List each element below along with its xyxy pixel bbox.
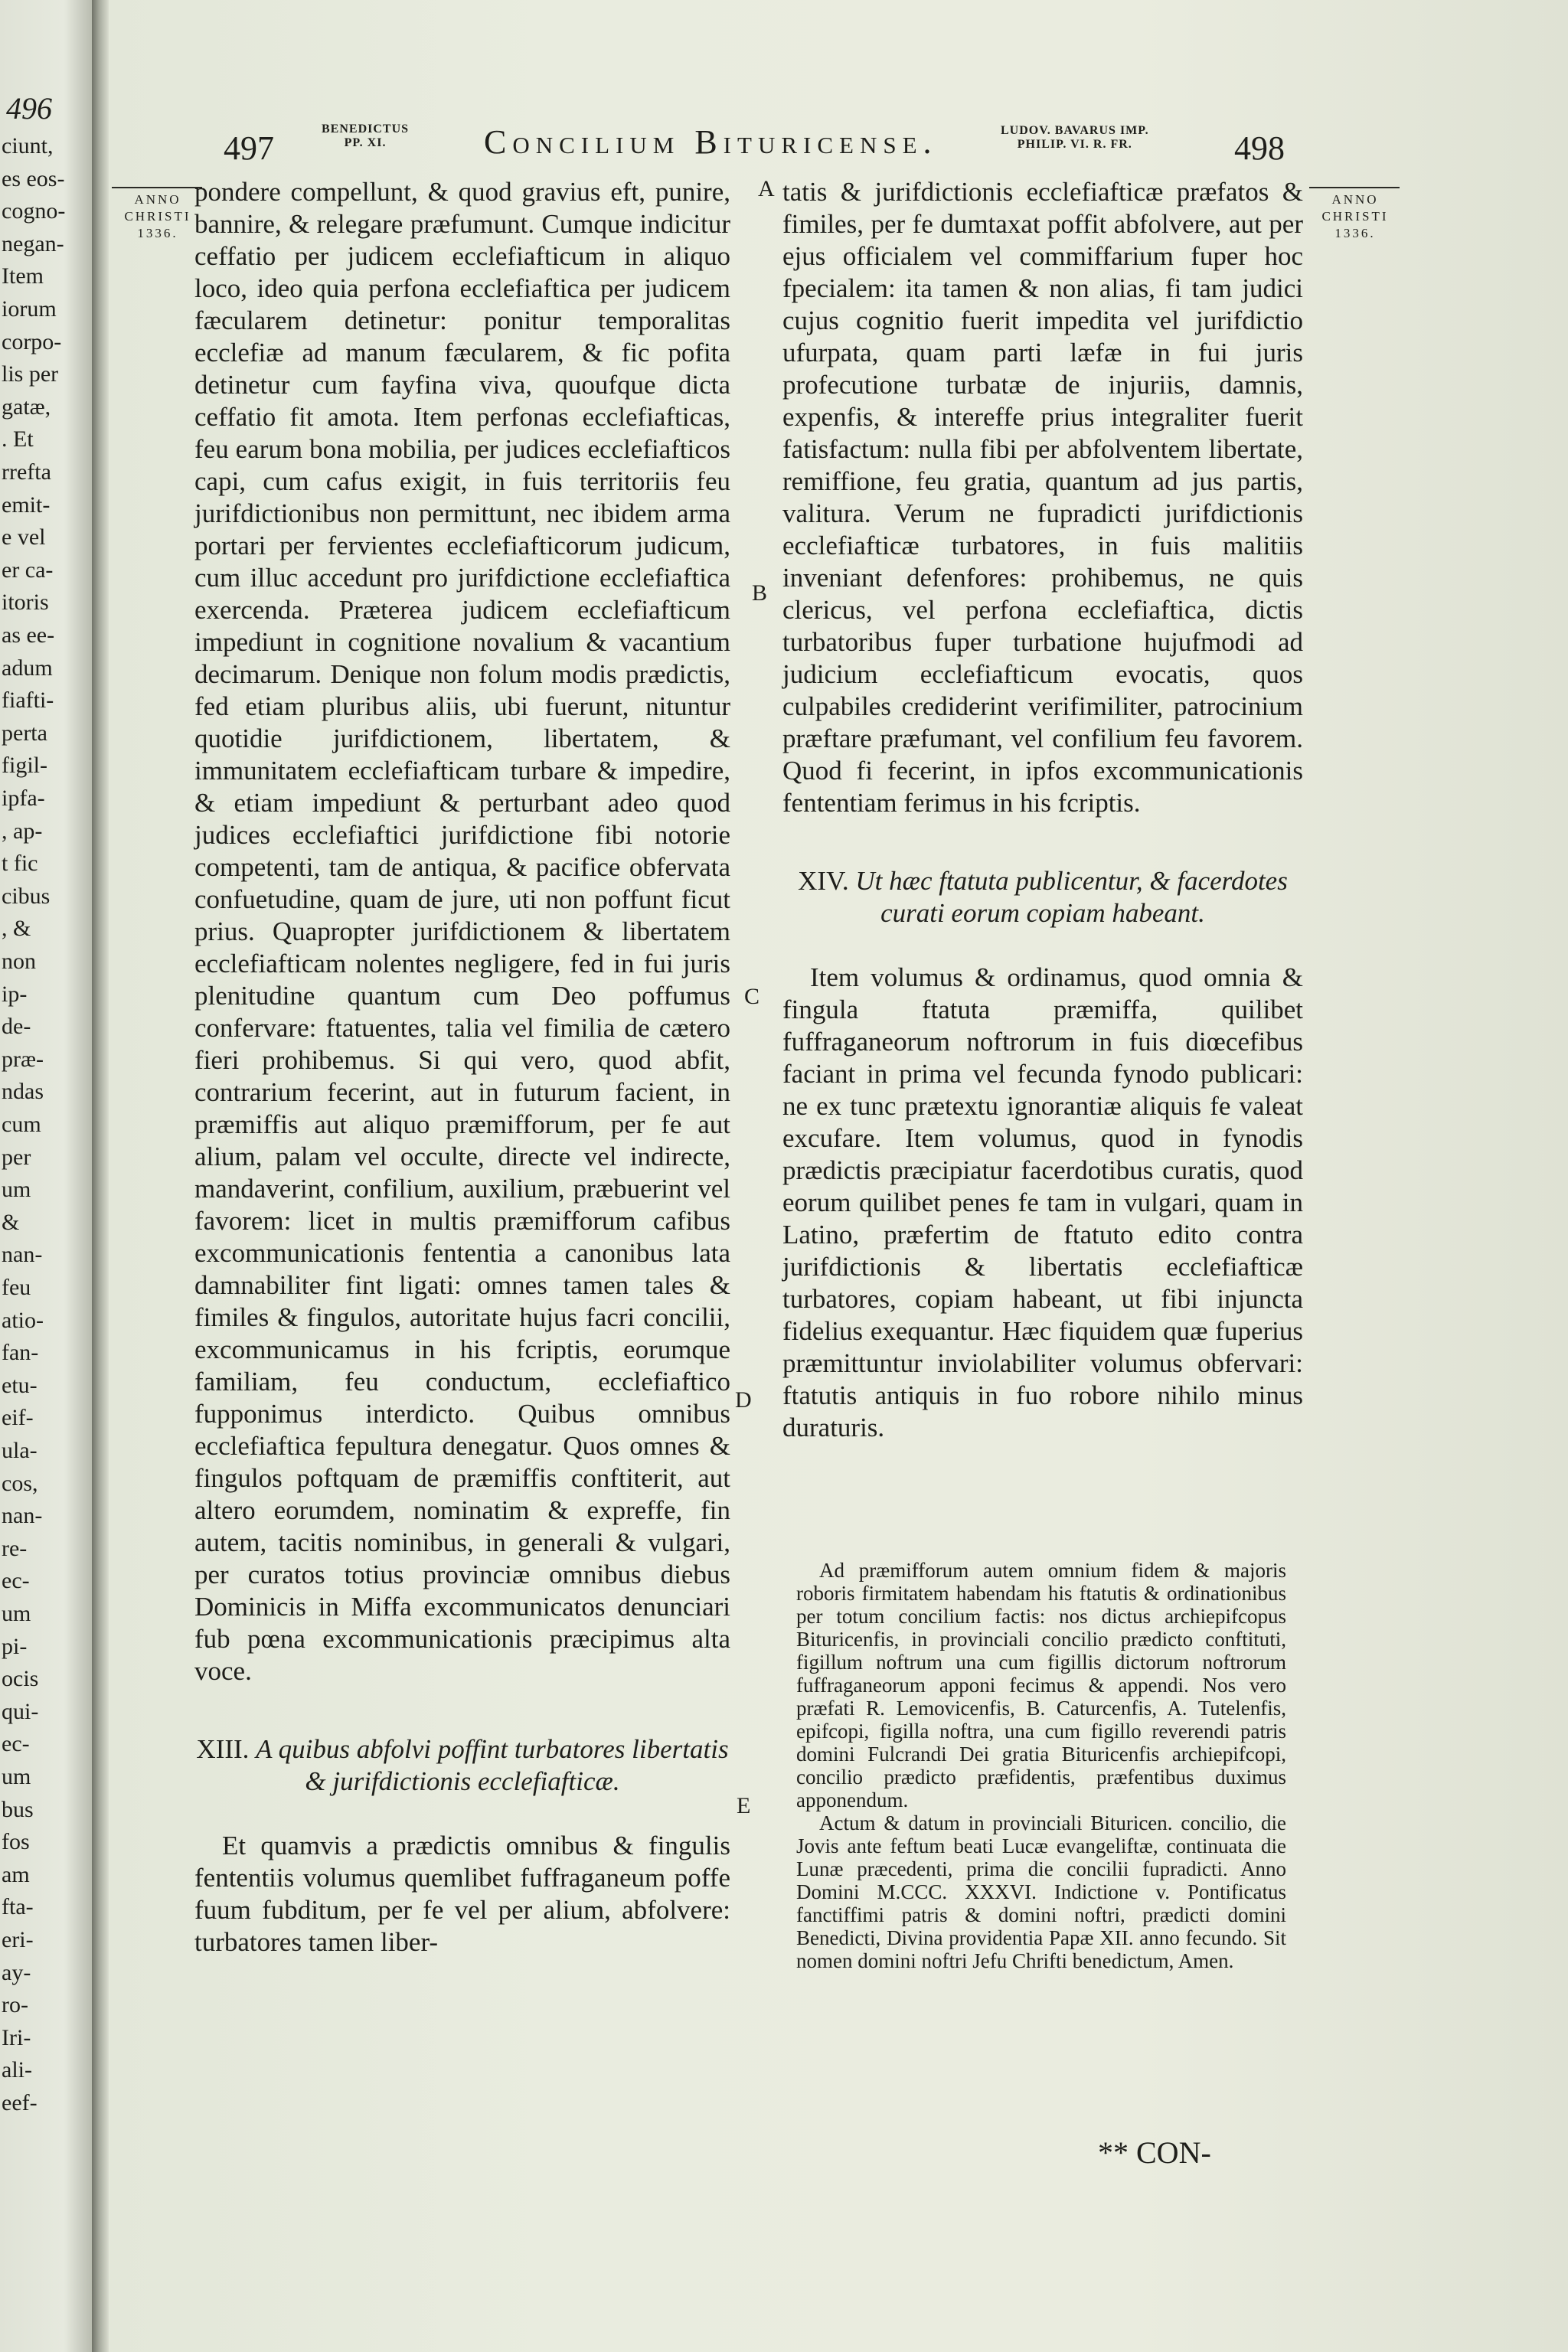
left-running-line2: PP. XI. bbox=[344, 136, 387, 149]
left-page-number: 497 bbox=[224, 129, 274, 167]
margin-letter-d: D bbox=[735, 1387, 752, 1413]
previous-page-fragment: ec- bbox=[2, 1568, 30, 1594]
previous-page-fragment: pi- bbox=[2, 1633, 28, 1659]
left-paragraph-1: pondere compellunt, & quod gravius eft, punire, bannire, & relegare præfumunt. Cumque indicitur ceffatio per judicem ecclefiafticum in aliquo loco, ideo quia perfona ecclefiaftica per judicem fæcularem detinetur: ponitur temporalitas ecclefiæ ad manum fæcularem, & fic pofita detinetur cum fayfina viva, quoufque dicta ceffatio fit amota. Item perfonas ecclefiafticas, feu earum bona mobilia, per judices ecclefiafticos capi, cum cafus exigit, in fuis territoriis feu jurifdictionibus non permittunt, nec ibidem arma portari per fervientes ecclefiafticorum judicum, cum illuc accedunt pro jurifdictione ecclefiaftica exercenda. Præterea judicem ecclefiafticum impediunt in cognitione novalium & vacantium decimarum. Denique non folum modis prædictis, fed etiam pluribus aliis, ubi fuerunt, nituntur quotidie jurifdictionem, libertatem, & immunitatem ecclefiafticam turbare & impedire, & etiam impediunt & perturbant adeo quod judices ecclefiaftici jurifdictione fibi notorie competenti, tam de antiqua, & pacifice obfervata confuetudine, quam de jure, uti non poffunt ficut prius. Quapropter jurifdictionem & libertatem ecclefiafticam nolentes negligere, fed in fui juris plenitudine quantum cum Deo poffumus confervare: ftatuentes, talia vel fimilia de cætero fieri prohibemus. Si qui vero, quod abfit, contrarium fecerint, aut in futurum facient, in præmiffis aut aliquo præmifforum, per fe aut alium, palam vel occulte, directe vel indirecte, mandaverint, confilium, auxilium, præbuerint vel favorem: licet in multis præmifforum cafibus excommunicationis fententia a canonibus lata damnabiliter fint ligati: omnes tamen tales & fimiles & fingulos, autoritate hujus facri concilii, excommunicamus in his fcriptis, eorumque familiam, feu conductum, ecclefiaftico fupponimus interdicto. Quibus omnibus ecclefiaftica fepultura denegatur. Quos omnes & fingulos poftquam de præmiffis conftiterit, aut altero eorumdem, nominatim & expreffe, fin autem, tacitis nominibus, in generali & vulgari, per curatos totius provinciæ omnibus diebus Dominicis in Miffa excommunicatos denunciari fub pœna excommunicationis præcipimus alta voce. bbox=[194, 177, 730, 1686]
previous-page-fragment: fta- bbox=[2, 1894, 34, 1920]
left-text-column bbox=[194, 176, 730, 1958]
left-running-line1: BENEDICTUS bbox=[322, 122, 410, 136]
previous-page-fragment: nan- bbox=[2, 1503, 43, 1529]
previous-page-fragment: atio- bbox=[2, 1307, 44, 1333]
previous-page-fragment: qui- bbox=[2, 1698, 39, 1724]
previous-page-fragment: gatæ, bbox=[2, 394, 51, 420]
right-running-line1: LUDOV. BAVARUS IMP. bbox=[1001, 124, 1149, 137]
left-paragraph-2: Et quamvis a prædictis omnibus & fingulis fententiis volumus quemlibet fuffraganeum poffe fuum fubditum, per fe vel per alium, abfolvere: turbatores tamen liber- bbox=[194, 1831, 730, 1957]
catchword: ** CON- bbox=[1098, 2135, 1211, 2170]
margin-letter-a: A bbox=[758, 176, 775, 201]
previous-page-fragment: fan- bbox=[2, 1340, 39, 1366]
year: 1336. bbox=[137, 226, 178, 240]
previous-page-fragment: t fic bbox=[2, 851, 38, 877]
section-13-number: XIII. bbox=[196, 1734, 250, 1764]
previous-page-fragment: negan- bbox=[2, 230, 64, 256]
right-paragraph-1: tatis & jurifdictionis ecclefiafticæ præfatos & fimiles, per fe dumtaxat poffit abfolvere, aut per ejus officialem vel commiffarium fuper hoc fpecialem: ita tamen & non alias, fi tam judici cujus cognitio fuerit impedita vel jurifdictio ufurpata, quam parti læfæ in fui juris profecutione turbatæ de injuriis, damnis, expenfis, & intereffe prius integraliter fuerit fatisfactum: nulla fibi per abfolventem libertate, remiffione, feu gratia, quantum ad jus partis, valitura. Verum ne fupradicti jurifdictionis ecclefiafticæ turbatores, in fuis malitiis inveniant defenfores: prohibemus, ne quis clericus, vel perfona ecclefiaftica, dictis turbatoribus fuper turbatione hujufmodi ad judicium ecclefiafticum evocatis, quos culpabiles crediderint verifimiliter, patrocinium præftare præfumant, vel confilium feu favorem. Quod fi fecerint, in ipfos excommunicationis fententiam ferimus in his fcriptis. bbox=[782, 177, 1303, 818]
closing-note bbox=[796, 1559, 1286, 1972]
year: 1336. bbox=[1334, 226, 1376, 240]
previous-page-fragment: er ca- bbox=[2, 557, 54, 583]
left-running-head bbox=[322, 122, 409, 150]
previous-page-fragment: eri- bbox=[2, 1927, 34, 1952]
margin-letter-b: B bbox=[752, 580, 768, 606]
previous-page-fragment: ro- bbox=[2, 1992, 28, 2018]
previous-page-fragment: ip- bbox=[2, 981, 28, 1007]
previous-page-fragment: um bbox=[2, 1177, 31, 1203]
previous-page-fragment: um bbox=[2, 1764, 31, 1789]
previous-page-fragment: cogno- bbox=[2, 198, 66, 224]
previous-page-fragment: as ee- bbox=[2, 622, 55, 648]
christi-word: CHRISTI bbox=[124, 209, 191, 224]
previous-page-fragment: ocis bbox=[2, 1666, 39, 1692]
previous-page-fragment: cos, bbox=[2, 1470, 38, 1496]
previous-page-fragment: ciunt, bbox=[2, 133, 54, 158]
previous-page-fragment: eef- bbox=[2, 2090, 38, 2115]
previous-page-edge bbox=[0, 0, 92, 2352]
previous-page-fragment: perta bbox=[2, 720, 47, 746]
anno-word: ANNO bbox=[1331, 192, 1379, 207]
left-anno-rule bbox=[112, 187, 202, 188]
right-text-column bbox=[782, 176, 1303, 1444]
previous-page-fragment: , ap- bbox=[2, 818, 43, 844]
previous-page-fragment: etu- bbox=[2, 1372, 38, 1398]
previous-page-fragment: feu bbox=[2, 1275, 31, 1300]
right-page-number: 498 bbox=[1234, 129, 1285, 167]
previous-page-fragment: es eos- bbox=[2, 165, 65, 191]
right-running-head bbox=[1001, 124, 1149, 152]
previous-page-fragment: ula- bbox=[2, 1438, 38, 1463]
right-running-line2: PHILIP. VI. R. FR. bbox=[1017, 138, 1132, 151]
previous-page-fragment: figil- bbox=[2, 753, 47, 779]
previous-page-fragment: præ- bbox=[2, 1046, 44, 1072]
previous-page-fragment: ay- bbox=[2, 1959, 31, 1985]
previous-page-fragment: eif- bbox=[2, 1405, 34, 1431]
section-13-title: A quibus abfolvi poffint turbatores libertatis & jurifdictionis ecclefiafticæ. bbox=[256, 1734, 729, 1796]
previous-page-fragment: & bbox=[2, 1209, 20, 1235]
previous-page-fragment: e vel bbox=[2, 524, 46, 550]
previous-page-fragment: rrefta bbox=[2, 459, 51, 485]
book-gutter bbox=[92, 0, 109, 2352]
section-14-heading bbox=[782, 865, 1303, 929]
previous-page-fragment: ali- bbox=[2, 2057, 32, 2083]
page-title: Concilium Bituricense. bbox=[484, 123, 938, 161]
previous-page-fragment: re- bbox=[2, 1535, 28, 1561]
previous-page-fragment: um bbox=[2, 1601, 31, 1626]
previous-page-fragment: nan- bbox=[2, 1242, 43, 1268]
previous-page-fragment: cibus bbox=[2, 883, 51, 909]
previous-page-fragment: iorum bbox=[2, 296, 57, 322]
previous-page-fragment: fiafti- bbox=[2, 688, 54, 714]
previous-page-fragment: corpo- bbox=[2, 328, 62, 354]
previous-page-fragment: bus bbox=[2, 1796, 34, 1822]
book-page bbox=[109, 0, 1568, 2352]
right-margin-anno bbox=[1309, 191, 1401, 242]
closing-note-paragraph-1: Ad præmifforum autem omnium fidem & majoris roboris firmitatem habendam his ftatutis & ordinationibus per totum concilium factis: nos dictus archiepifcopus Bituricenfis, in provinciali concilio prædicto conftituti, figillum noftrum una cum figillis dictorum noftrorum fuffraganeorum apponi fecimus & appendi. Nos vero præfati R. Lemovicenfis, B. Caturcenfis, A. Tutelenfis, epifcopi, figilla noftra, una cum figillo reverendi patris domini Fulcrandi Dei gratia Bituricenfis archiepifcopi, concilio prædicto præfidentis, præfentibus duximus apponendum. bbox=[796, 1559, 1286, 1811]
previous-page-fragment: non bbox=[2, 949, 36, 974]
previous-page-fragment: adum bbox=[2, 655, 53, 681]
previous-page-fragment: ndas bbox=[2, 1079, 44, 1105]
closing-note-paragraph-2: Actum & datum in provinciali Bituricen. concilio, die Jovis ante feftum beati Lucæ evangeliftæ, continuata die Lunæ præcedenti, prima die concilii fupradicti. Anno Domini M.CCC. XXXVI. Indictione v. Pontificatus fanctiffimi patris & domini noftri, prædicti domini Benedicti, Divina providentia Papæ XII. anno fecundo. Sit nomen domini noftri Jefu Chrifti benedictum, Amen. bbox=[796, 1811, 1286, 1972]
margin-letter-c: C bbox=[744, 984, 760, 1009]
right-anno-rule bbox=[1309, 187, 1400, 188]
previous-page-fragment: am bbox=[2, 1861, 30, 1887]
previous-page-fragment: cum bbox=[2, 1112, 41, 1137]
previous-page-fragment: per bbox=[2, 1144, 31, 1170]
previous-page-fragment: de- bbox=[2, 1014, 31, 1040]
previous-page-fragment: . Et bbox=[2, 426, 34, 452]
section-14-title: Ut hæc ftatuta publicentur, & facerdotes curati eorum copiam habeant. bbox=[855, 866, 1288, 928]
right-paragraph-2: Item volumus & ordinamus, quod omnia & fingula ftatuta præmiffa, quilibet fuffraganeorum noftrorum in fuis diœcefibus faciant in prima vel fecunda fynodo publicari: ne ex tunc prætextu ignorantiæ aliquis fe valeat excufare. Item volumus, quod in fynodis prædictis præcipiatur facerdotibus curatis, quod eorum quilibet penes fe tam in vulgari, quam in Latino, præfertim de ftatuto edito contra jurifdictionis & libertatis ecclefiafticæ turbatores, copiam habeant, ut fibi injuncta fidelius exequantur. Hæc fiquidem quæ fuperius præmittuntur inviolabiliter volumus obfervari: ftatutis antiquis in fuo robore nihilo minus duraturis. bbox=[782, 962, 1303, 1442]
section-13-heading bbox=[194, 1733, 730, 1798]
previous-page-fragment: , & bbox=[2, 916, 31, 942]
previous-page-number: 496 bbox=[6, 91, 52, 126]
previous-page-fragment: Iri- bbox=[2, 2024, 31, 2050]
previous-page-fragment: ipfa- bbox=[2, 786, 45, 811]
left-margin-anno bbox=[112, 191, 204, 242]
section-14-number: XIV. bbox=[798, 866, 849, 896]
previous-page-fragment: lis per bbox=[2, 361, 59, 387]
margin-letter-e: E bbox=[737, 1793, 751, 1818]
christi-word: CHRISTI bbox=[1321, 209, 1389, 224]
anno-word: ANNO bbox=[134, 192, 181, 207]
previous-page-fragment: fos bbox=[2, 1829, 30, 1855]
previous-page-fragment: itoris bbox=[2, 590, 49, 616]
previous-page-fragment: emit- bbox=[2, 492, 51, 518]
previous-page-fragment: Item bbox=[2, 263, 44, 289]
previous-page-fragment: ec- bbox=[2, 1731, 30, 1757]
